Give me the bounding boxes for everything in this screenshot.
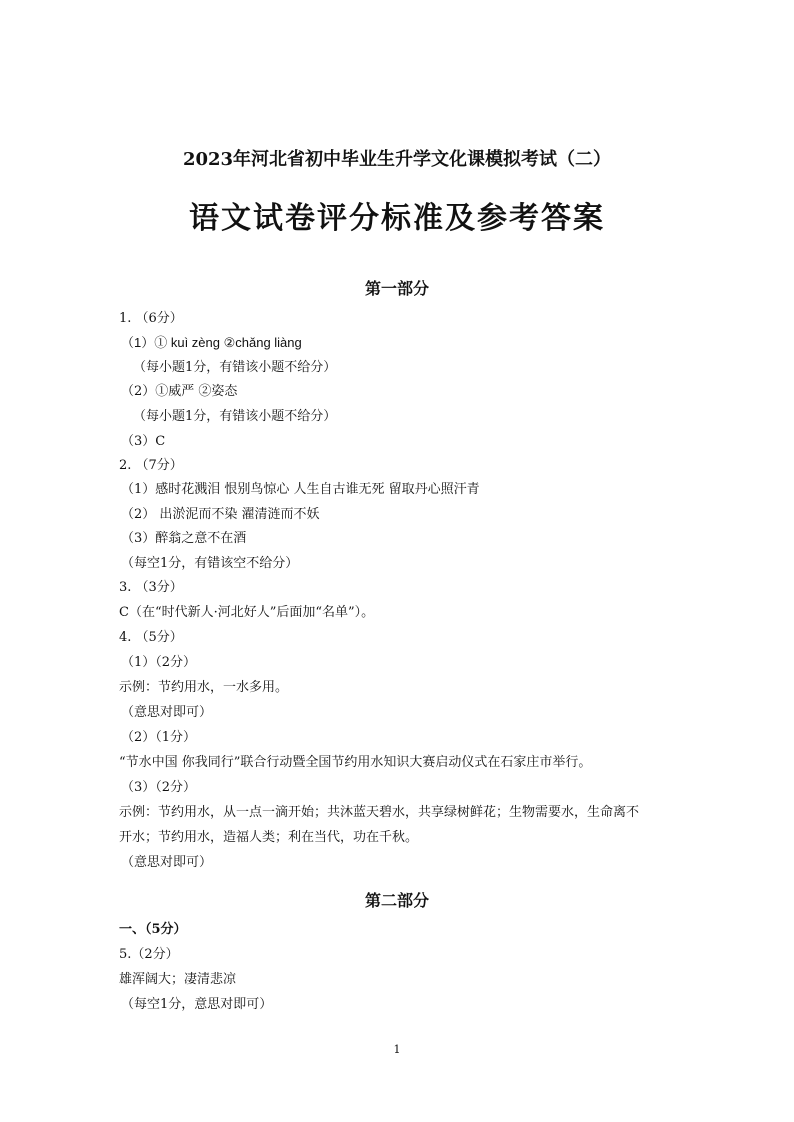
q4-header: 4. （5分） xyxy=(119,630,183,645)
q4-sub3-header: （3）（2分） xyxy=(121,780,197,795)
q2-sub3-answer: （3）醉翁之意不在酒 xyxy=(121,531,247,546)
document-title: 语文试卷评分标准及参考答案 xyxy=(189,201,605,236)
q4-sub3-note: （意思对即可） xyxy=(121,855,213,870)
q2-sub2-answer: （2） 出淤泥而不染 濯清涟而不妖 xyxy=(121,507,320,522)
page-number: 1 xyxy=(393,1043,401,1056)
q5-answer: 雄浑阔大；凄清悲凉 xyxy=(119,972,237,987)
q4-sub3-answer-line2: 开水；节约用水，造福人类；利在当代，功在千秋。 xyxy=(119,830,419,845)
q1-sub1-note: （每小题1分，有错该小题不给分） xyxy=(133,360,337,375)
q2-note: （每空1分，有错该空不给分） xyxy=(121,556,299,571)
q4-sub3-answer-line1: 示例：节约用水，从一点一滴开始；共沐蓝天碧水，共享绿树鲜花；生物需要水，生命离不 xyxy=(119,805,640,820)
q3-header: 3. （3分） xyxy=(119,580,183,595)
q5-header: 5.（2分） xyxy=(119,947,179,962)
part2-heading: 第二部分 xyxy=(364,891,429,910)
part1-heading: 第一部分 xyxy=(364,279,429,298)
q2-sub1-answer: （1）感时花溅泪 恨别鸟惊心 人生自古谁无死 留取丹心照汗青 xyxy=(121,482,480,497)
q1-header: 1. （6分） xyxy=(119,311,183,326)
q4-sub1-answer: 示例：节约用水，一水多用。 xyxy=(119,680,289,695)
q1-sub2-answer: （2）①威严 ②姿态 xyxy=(121,384,238,399)
q3-answer: C（在“时代新人·河北好人”后面加“名单”）。 xyxy=(119,605,375,620)
q5-note: （每空1分，意思对即可） xyxy=(121,997,273,1012)
q1-sub2-note: （每小题1分，有错该小题不给分） xyxy=(133,409,337,424)
q2-header: 2. （7分） xyxy=(119,458,183,473)
q1-sub1-answer: （1）① kuì zèng ②chǎng liàng xyxy=(121,335,302,350)
q4-sub1-note: （意思对即可） xyxy=(121,705,213,720)
exam-title: 2023年河北省初中毕业生升学文化课模拟考试（二） xyxy=(182,149,612,170)
q1-sub3-answer: （3）C xyxy=(121,434,166,449)
q4-sub2-header: （2）（1分） xyxy=(121,730,197,745)
q4-sub2-answer: “节水中国 你我同行”联合行动暨全国节约用水知识大赛启动仪式在石家庄市举行。 xyxy=(119,755,592,770)
q4-sub1-header: （1）（2分） xyxy=(121,655,197,670)
section1-header: 一、（5分） xyxy=(119,922,187,937)
